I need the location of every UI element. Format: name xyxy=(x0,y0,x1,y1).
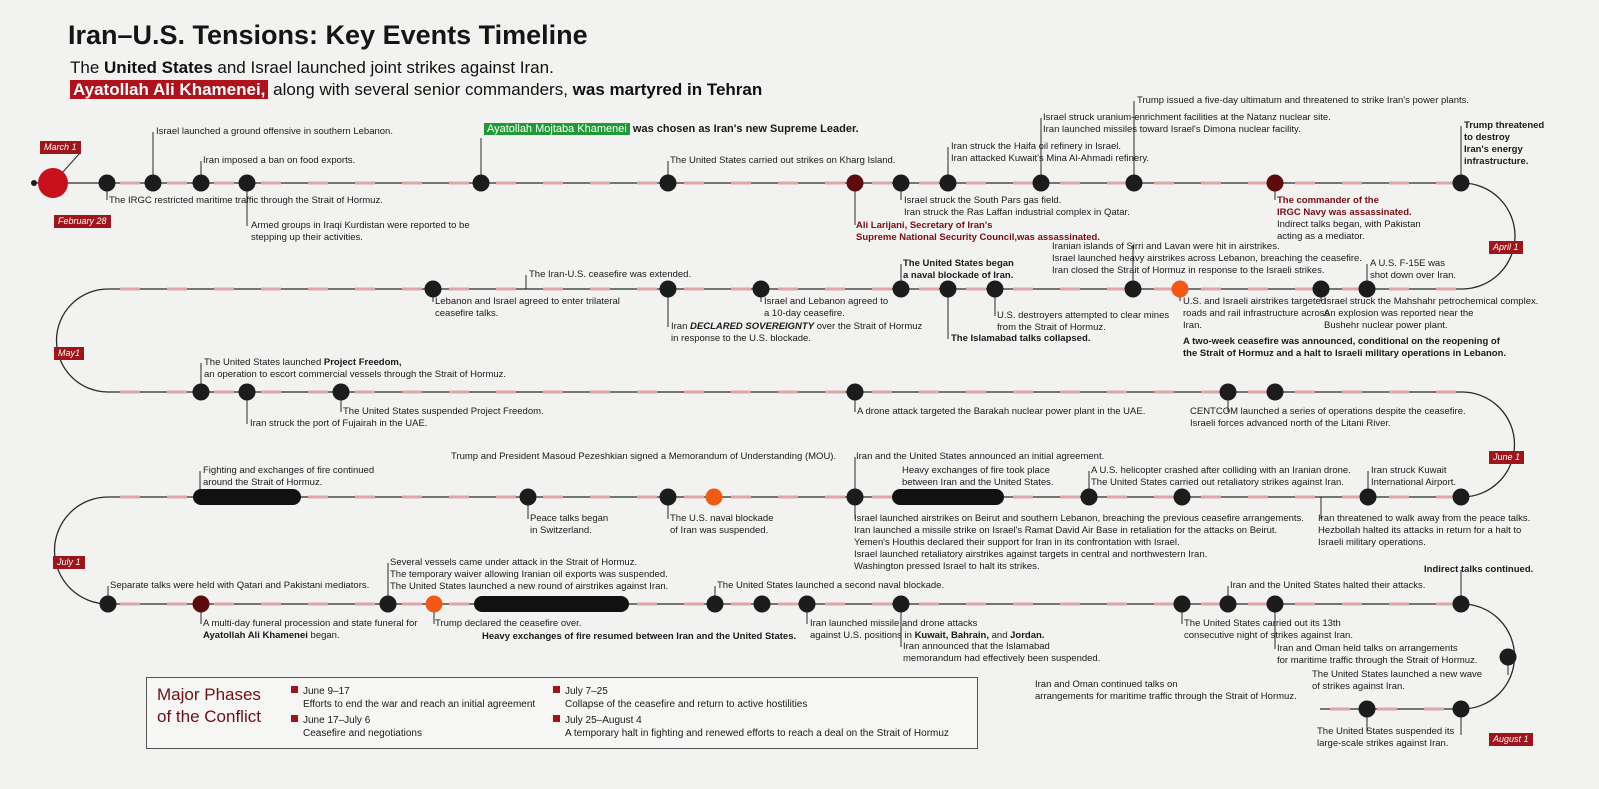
event-larijani: Ali Larijani, Secretary of Iran's Supreme National Security Council,was assassinated. xyxy=(856,220,1100,243)
event-node xyxy=(893,175,910,192)
event-centcom: CENTCOM launched a series of operations despite the ceasefire. Israeli forces advanced north of the Litani River. xyxy=(1190,406,1466,429)
legend-marker-icon xyxy=(553,686,560,693)
event-node xyxy=(1220,596,1237,613)
event-node xyxy=(1126,175,1143,192)
khamenei-highlight: Ayatollah Ali Khamenei, xyxy=(70,80,268,99)
event-large-scale-suspended: The United States suspended its large-scale strikes against Iran. xyxy=(1317,726,1455,749)
event-node xyxy=(893,596,910,613)
event-node xyxy=(1453,175,1470,192)
event-node xyxy=(1453,596,1470,613)
legend-marker-icon xyxy=(291,715,298,722)
event-pakistan-mediator: Indirect talks began, with Pakistan acting as a mediator. xyxy=(1277,219,1421,242)
event-irgc-navy: The commander of the IRGC Navy was assassinated. xyxy=(1277,195,1412,218)
event-node xyxy=(1313,281,1330,298)
event-node xyxy=(660,281,677,298)
event-kurdistan: Armed groups in Iraqi Kurdistan were reported to be stepping up their activities. xyxy=(251,220,470,243)
event-node xyxy=(847,384,864,401)
event-node xyxy=(1174,489,1191,506)
event-node xyxy=(473,175,490,192)
event-node xyxy=(940,175,957,192)
event-naval-blockade: The United States began a naval blockade of Iran. xyxy=(903,258,1014,281)
event-haifa: Iran struck the Haifa oil refinery in Israel. Iran attacked Kuwait's Mina Al-Ahmadi refinery. xyxy=(951,141,1150,164)
legend-marker-icon xyxy=(291,686,298,693)
event-10-day-ceasefire: Israel and Lebanon agreed to a 10-day ceasefire. xyxy=(764,296,889,319)
event-irgc-restricted: The IRGC restricted maritime traffic through the Strait of Hormuz. xyxy=(109,195,383,206)
event-node xyxy=(1453,489,1470,506)
event-destroyers: U.S. destroyers attempted to clear mines from the Strait of Hormuz. xyxy=(997,310,1170,333)
event-bar xyxy=(474,596,629,612)
event-node xyxy=(193,175,210,192)
event-second-blockade: The United States launched a second naval blockade. xyxy=(717,580,945,591)
event-qatar-pakistan: Separate talks were held with Qatari and Pakistani mediators. xyxy=(110,580,370,591)
event-node xyxy=(1125,281,1142,298)
event-energy-threat: Trump threatened to destroy Iran's energy infrastructure. xyxy=(1464,120,1545,167)
event-node xyxy=(1267,384,1284,401)
event-node-ceasefire xyxy=(1172,281,1189,298)
event-node xyxy=(1360,489,1377,506)
event-node-assassination xyxy=(847,175,864,192)
event-node xyxy=(425,281,442,298)
event-kharg: The United States carried out strikes on Kharg Island. xyxy=(670,155,896,166)
event-node-assassination xyxy=(193,596,210,613)
date-tag-april-1: April 1 xyxy=(1489,241,1523,254)
event-vessels-attacked: Several vessels came under attack in the Strait of Hormuz. The temporary waiver allowing Iranian oil exports was suspended. The United States launched a new round of airstrikes against Iran. xyxy=(390,557,669,592)
event-blockade-suspended: The U.S. naval blockade of Iran was suspended. xyxy=(670,513,774,536)
event-node xyxy=(239,175,256,192)
event-halted-attacks: Iran and the United States halted their attacks. xyxy=(1230,580,1426,591)
event-bar xyxy=(892,489,1004,505)
event-node xyxy=(660,175,677,192)
event-node xyxy=(380,596,397,613)
event-node xyxy=(1220,384,1237,401)
event-rail-strikes: U.S. and Israeli airstrikes targeted roads and rail infrastructure across Iran. xyxy=(1183,296,1330,331)
event-funeral: A multi-day funeral procession and state funeral for Ayatollah Ali Khamenei began. xyxy=(203,618,418,641)
event-indirect-continued: Indirect talks continued. xyxy=(1424,564,1534,575)
event-memorandum-suspended: Iran announced that the Islamabad memorandum had effectively been suspended. xyxy=(903,641,1101,664)
event-bar xyxy=(193,489,301,505)
event-node-ceasefire xyxy=(426,596,443,613)
date-tag-july-1: July 1 xyxy=(53,556,85,569)
event-fighting-continued: Fighting and exchanges of fire continued around the Strait of Hormuz. xyxy=(203,465,375,488)
event-node xyxy=(940,281,957,298)
event-ground-offensive: Israel launched a ground offensive in southern Lebanon. xyxy=(156,126,393,137)
legend-title: Major Phases of the Conflict xyxy=(157,685,261,726)
event-node xyxy=(1359,701,1376,718)
date-tag-february-28: February 28 xyxy=(54,215,111,228)
event-node xyxy=(987,281,1004,298)
subtitle-line-2: Ayatollah Ali Khamenei, along with several senior commanders, was martyred in Tehran xyxy=(70,80,762,100)
event-node-assassination xyxy=(1267,175,1284,192)
event-node xyxy=(239,384,256,401)
event-node xyxy=(99,175,116,192)
event-mou: Trump and President Masoud Pezeshkian signed a Memorandum of Understanding (MOU). xyxy=(451,451,837,462)
event-islamabad-collapsed: The Islamabad talks collapsed. xyxy=(951,333,1091,344)
event-mojtaba: Ayatollah Mojtaba Khamenei was chosen as Iran's new Supreme Leader. xyxy=(484,123,859,136)
event-node xyxy=(754,596,771,613)
event-initial-agreement: Iran and the United States announced an initial agreement. xyxy=(856,451,1105,462)
date-tag-march-1: March 1 xyxy=(40,141,81,154)
event-node xyxy=(1174,596,1191,613)
event-south-pars: Israel struck the South Pars gas field. Iran struck the Ras Laffan industrial complex in Qatar. xyxy=(904,195,1130,218)
start-node xyxy=(38,168,68,198)
event-node xyxy=(1267,596,1284,613)
date-tag-august-1: August 1 xyxy=(1489,733,1533,746)
event-beirut-strikes: Israel launched airstrikes on Beirut and southern Lebanon, breaching the previous ceasefire arrangements. Iran launched a missile strike on Israel's Ramat David Air Base in retaliation for the attacks on Beirut. Yemen's Houthis declared their support for Iran in its confrontation with Israel. Israel launched retaliatory airstrikes against targets in central and northwestern Iran. Washington pressed Israel to halt its strikes. xyxy=(854,513,1304,572)
event-barakah: A drone attack targeted the Barakah nuclear power plant in the UAE. xyxy=(857,406,1146,417)
event-missile-drone: Iran launched missile and drone attacks against U.S. positions in Kuwait, Bahrain, and Jordan. xyxy=(810,618,1045,641)
event-mahshahr: Israel struck the Mahshahr petrochemical complex. An explosion was reported near the Bushehr nuclear power plant. xyxy=(1324,296,1539,331)
event-node xyxy=(520,489,537,506)
legend-item-phase-1: June 9–17 Efforts to end the war and reach an initial agreement xyxy=(291,685,535,711)
event-node xyxy=(1359,281,1376,298)
event-switzerland: Peace talks began in Switzerland. xyxy=(530,513,609,536)
event-natanz: Israel struck uranium-enrichment facilities at the Natanz nuclear site. Iran launched missiles toward Israel's Dimona nuclear facility. xyxy=(1043,112,1331,135)
event-helicopter: A U.S. helicopter crashed after colliding with an Iranian drone. The United States carried out retaliatory strikes against Iran. xyxy=(1091,465,1351,488)
event-node xyxy=(1033,175,1050,192)
date-tag-june-1: June 1 xyxy=(1489,451,1524,464)
event-freedom-suspended: The United States suspended Project Freedom. xyxy=(343,406,544,417)
event-new-wave: The United States launched a new wave of strikes against Iran. xyxy=(1312,669,1483,692)
mojtaba-highlight: Ayatollah Mojtaba Khamenei xyxy=(484,123,630,135)
event-node xyxy=(1453,701,1470,718)
event-trilateral: Lebanon and Israel agreed to enter trilateral ceasefire talks. xyxy=(435,296,620,319)
subtitle-line-1: The United States and Israel launched joint strikes against Iran. xyxy=(70,58,554,77)
event-node xyxy=(1500,649,1517,666)
event-node xyxy=(893,281,910,298)
event-project-freedom: The United States launched Project Freedom, an operation to escort commercial vessels through the Strait of Hormuz. xyxy=(204,357,507,380)
event-node xyxy=(753,281,770,298)
event-node xyxy=(799,596,816,613)
page-title: Iran–U.S. Tensions: Key Events Timeline xyxy=(68,20,588,50)
event-node xyxy=(193,384,210,401)
event-sirri-lavan: Iranian islands of Sirri and Lavan were hit in airstrikes. Israel launched heavy airstrikes across Lebanon, breaching the ceasefire. Iran closed the Strait of Hormuz in response to the Israeli strikes. xyxy=(1052,241,1362,276)
legend-item-phase-4: July 25–August 4 A temporary halt in fighting and renewed efforts to reach a deal on the Strait of Hormuz xyxy=(553,714,949,740)
event-node xyxy=(333,384,350,401)
event-node xyxy=(1081,489,1098,506)
event-ceasefire-over: Trump declared the ceasefire over. xyxy=(435,618,582,629)
start-dot xyxy=(31,180,37,186)
event-node-ceasefire xyxy=(706,489,723,506)
event-heavy-exchanges: Heavy exchanges of fire took place between Iran and the United States. xyxy=(902,465,1054,488)
event-sovereignty: Iran DECLARED SOVEREIGNTY over the Strait of Hormuz in response to the U.S. blockade. xyxy=(671,321,923,344)
legend-item-phase-2: June 17–July 6 Ceasefire and negotiations xyxy=(291,714,422,740)
event-walk-away: Iran threatened to walk away from the peace talks. Hezbollah halted its attacks in return for a halt to Israeli military operations. xyxy=(1318,513,1531,548)
event-ultimatum: Trump issued a five-day ultimatum and threatened to strike Iran's power plants. xyxy=(1137,95,1470,106)
event-fujairah: Iran struck the port of Fujairah in the UAE. xyxy=(250,418,428,429)
event-node xyxy=(660,489,677,506)
legend-marker-icon xyxy=(553,715,560,722)
event-fire-resumed: Heavy exchanges of fire resumed between Iran and the United States. xyxy=(482,631,797,642)
event-node xyxy=(847,489,864,506)
legend-item-phase-3: July 7–25 Collapse of the ceasefire and return to active hostilities xyxy=(553,685,807,711)
event-food-ban: Iran imposed a ban on food exports. xyxy=(203,155,356,166)
event-13th-night: The United States carried out its 13th consecutive night of strikes against Iran. xyxy=(1184,618,1353,641)
date-tag-may-1: May1 xyxy=(54,347,84,360)
event-ceasefire-extended: The Iran-U.S. ceasefire was extended. xyxy=(529,269,692,280)
event-kuwait-airport: Iran struck Kuwait International Airport. xyxy=(1371,465,1457,488)
event-node xyxy=(100,596,117,613)
event-f15: A U.S. F-15E was shot down over Iran. xyxy=(1370,258,1457,281)
phases-legend xyxy=(146,677,978,749)
event-two-week-ceasefire: A two-week ceasefire was announced, conditional on the reopening of the Strait of Hormuz and a halt to Israeli military operations in Lebanon. xyxy=(1183,336,1507,359)
event-oman-talks: Iran and Oman held talks on arrangements for maritime traffic through the Strait of Hormuz. xyxy=(1277,643,1478,666)
event-node xyxy=(707,596,724,613)
event-oman-continued: Iran and Oman continued talks on arrangements for maritime traffic through the Strait of Hormuz. xyxy=(1035,679,1297,702)
event-node xyxy=(145,175,162,192)
